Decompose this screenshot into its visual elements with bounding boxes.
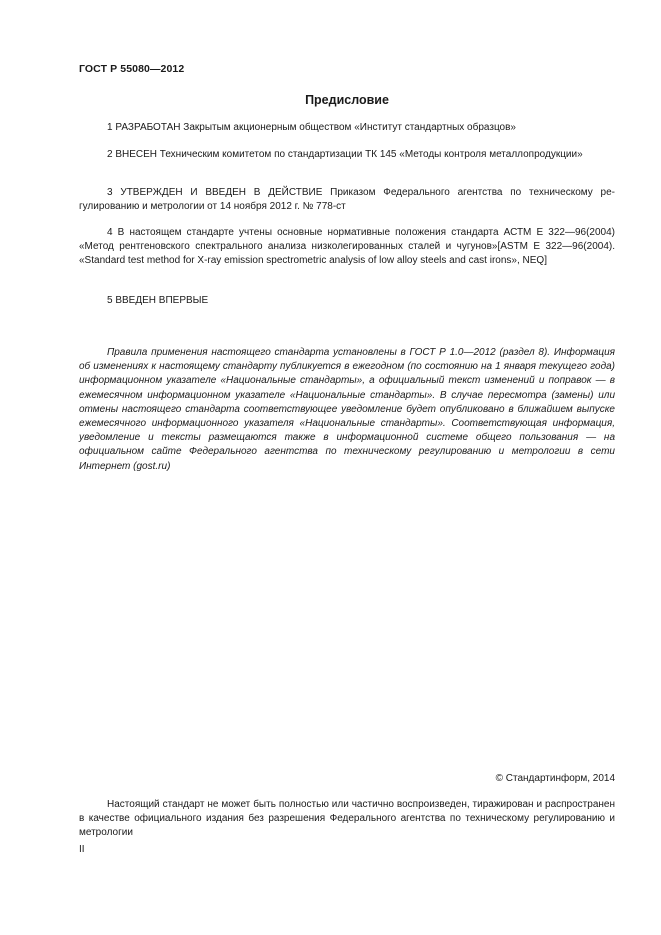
standard-code: ГОСТ Р 55080—2012 [79, 63, 185, 75]
page-title: Предисловие [305, 93, 389, 107]
preface-item-references: 4 В настоящем стандарте учтены основные нормативные положения стандарта АСТМ Е 322—96(2004) «Метод рентгеновского спектрального анализа низколегированных сталей и чугунов»[ASTM E 322—96(2004). «Standard test method for X-ray emission spectrometric analysis of low alloy steels and cast irons», NEQ] [79, 227, 615, 266]
rules-notice: Правила применения настоящего стандарта установлены в ГОСТ Р 1.0—2012 (раздел 8). Информация об изменениях к настоящему стандарту публикуется в ежегодном (по состоянию на 1 января текущего года) информационном указателе «Национальные стандарты», а официальный текст изменений и поправок — в ежемесячном информационном указателе «Национальные стандарты». В случае пересмотра (замены) или отмены настоящего стандарта соответствующее уведомление будет опубликовано в ближайшем выпуске ежемесячного информационного указателя «Национальные стандарты». Соответствующая информация, уведомление и тексты размещаются также в информационной системе общего пользования — на официальном сайте Федерального агентства по техническому регулированию и метрологии в сети Интернет (gost.ru) [79, 347, 615, 472]
preface-item-approved: 3 УТВЕРЖДЕН И ВВЕДЕН В ДЕЙСТВИЕ Приказом Федерального агентства по техническому регулированию и метрологии от 14 ноября 2012 г. № 778-ст [79, 187, 615, 212]
preface-item-first-introduced: 5 ВВЕДЕН ВПЕРВЫЕ [107, 295, 209, 306]
preface-item-introduced: 2 ВНЕСЕН Техническим комитетом по стандартизации ТК 145 «Методы контроля металлопродукции» [107, 149, 583, 160]
reproduction-notice: Настоящий стандарт не может быть полностью или частично воспроизведен, тиражирован и распространен в качестве официального издания без разрешения Федерального агентства по техническому регулированию и метрологии [79, 799, 615, 838]
page-number: II [79, 844, 85, 855]
copyright-line: © Стандартинформ, 2014 [495, 773, 615, 784]
preface-item-developed: 1 РАЗРАБОТАН Закрытым акционерным обществом «Институт стандартных образцов» [107, 122, 516, 133]
